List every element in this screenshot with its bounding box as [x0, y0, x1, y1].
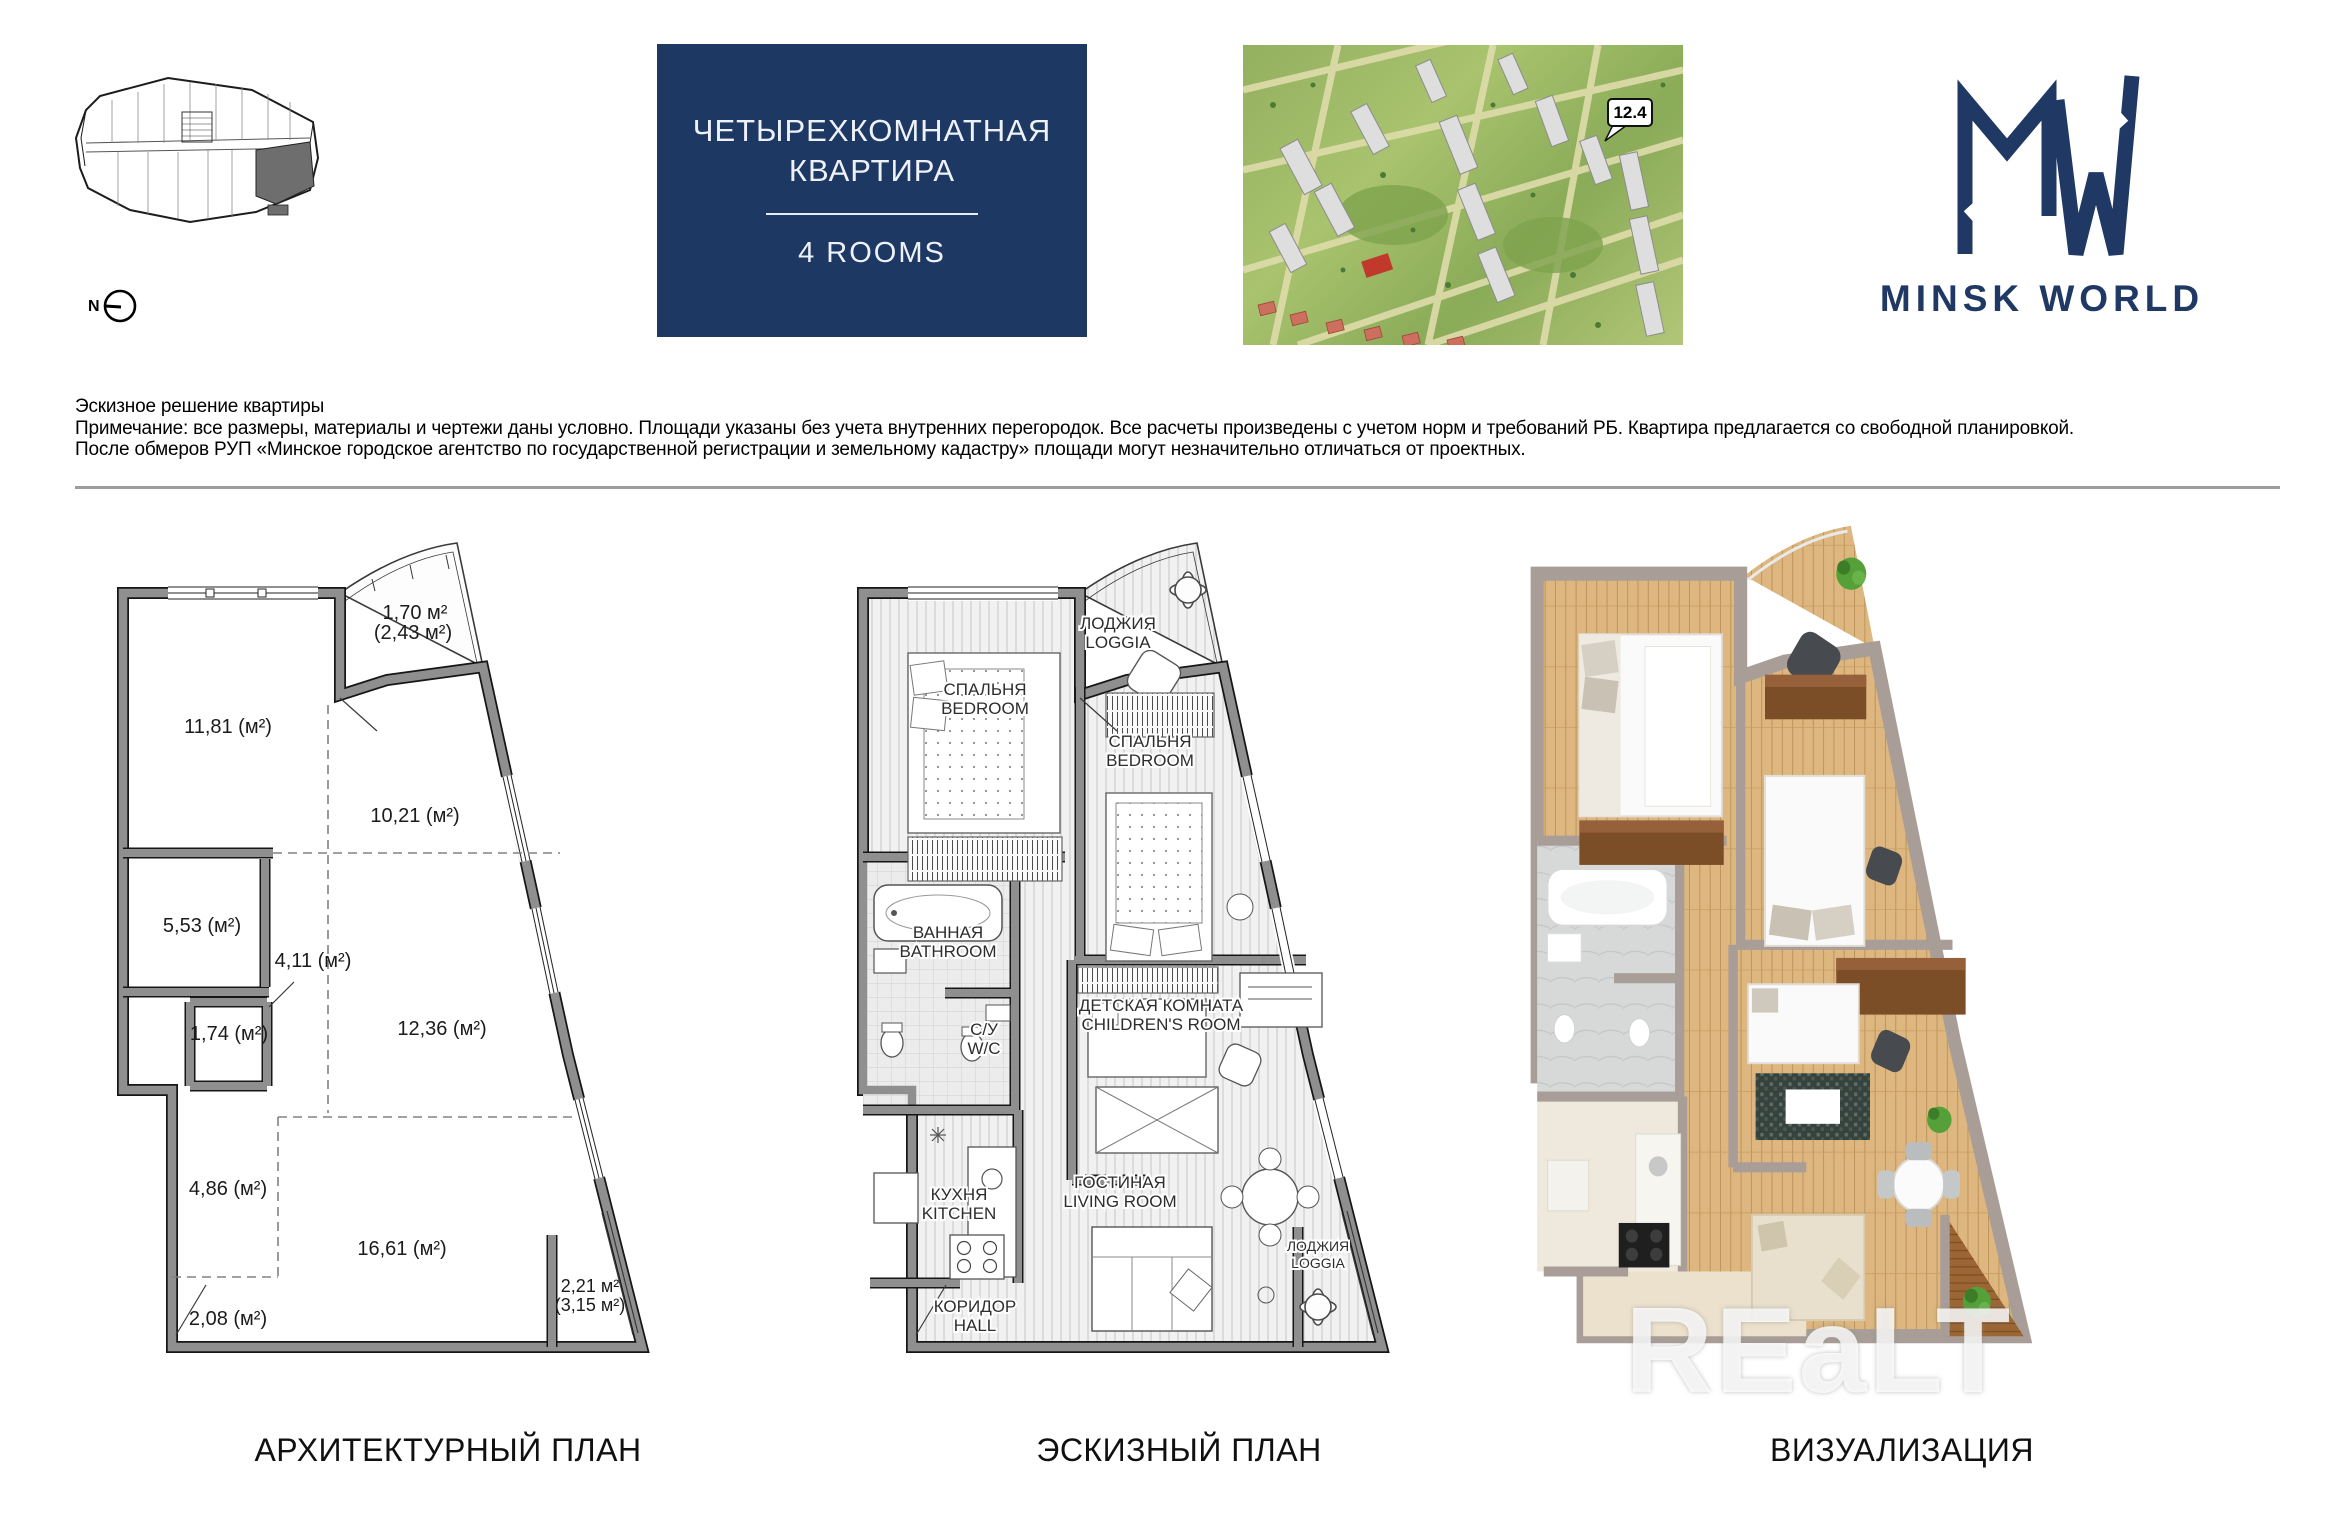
caption-architectural: АРХИТЕКТУРНЫЙ ПЛАН: [254, 1432, 642, 1468]
area-bedroom-right: 10,21 (м²): [370, 805, 460, 827]
room-hall-ru: КОРИДОР: [933, 1297, 1017, 1316]
room-bedroom-left-en: BEDROOM: [941, 699, 1029, 718]
disclaimer-line1: Эскизное решение квартиры: [75, 396, 325, 417]
area-loggia-top-2: (2,43 м²): [373, 622, 453, 644]
room-bedroom-left-ru: СПАЛЬНЯ: [943, 680, 1027, 699]
aerial-render: [1243, 45, 1683, 345]
brand-wordmark: MINSK WORLD: [1879, 278, 2205, 319]
apartment-title-card: [657, 44, 1087, 337]
room-hall-en: HALL: [953, 1316, 997, 1335]
north-compass-icon: [78, 280, 148, 332]
area-bedroom-left: 11,81 (м²): [184, 716, 272, 738]
plant-icon: [1927, 1107, 1951, 1133]
title-line2: КВАРТИРА: [788, 153, 956, 188]
room-loggia-top-en: LOGGIA: [1085, 633, 1151, 652]
caption-visualization: ВИЗУАЛИЗАЦИЯ: [1770, 1432, 2034, 1468]
room-living-en: LIVING ROOM: [1063, 1192, 1177, 1211]
visualization-render: [1525, 515, 2125, 1405]
area-bathroom: 5,53 (м²): [162, 915, 242, 937]
area-corridor: 4,11 (м²): [274, 950, 352, 972]
block-number-label: 12.4: [1613, 103, 1647, 122]
room-loggia-bottom-ru: ЛОДЖИЯ: [1286, 1238, 1350, 1254]
sketch-plan: [850, 535, 1490, 1415]
area-loggia-bottom-2: (3,15 м²): [554, 1295, 626, 1315]
room-kitchen-en: KITCHEN: [921, 1204, 997, 1223]
room-children-ru: ДЕТСКАЯ КОМНАТА: [1078, 996, 1244, 1015]
caption-sketch: ЭСКИЗНЫЙ ПЛАН: [1036, 1432, 1322, 1468]
area-hall: 2,08 (м²): [188, 1308, 268, 1330]
lamp-icon: [930, 1127, 946, 1143]
block-callout: [1605, 99, 1652, 141]
plant-icon: [1963, 1287, 1991, 1317]
title-divider: [766, 213, 978, 215]
title-line1: ЧЕТЫРЕХКОМНАТНАЯ: [692, 113, 1052, 148]
room-wc-en: W/C: [967, 1039, 1001, 1058]
disclaimer-line2: Примечание: все размеры, материалы и чертежи даны условно. Площади указаны без учета внутренних перегородок. Все расчеты произведены с учетом норм и требований РБ. Квартира предлагается со свободной планировкой.: [75, 417, 2075, 439]
room-living-ru: ГОСТИНАЯ: [1074, 1173, 1166, 1192]
area-wc: 1,74 (м²): [189, 1023, 269, 1045]
room-wc-ru: С/У: [970, 1020, 998, 1039]
room-children-en: CHILDREN'S ROOM: [1081, 1015, 1241, 1034]
area-loggia-bottom: 2,21 м²: [560, 1276, 620, 1296]
room-loggia-bottom-en: LOGGIA: [1291, 1255, 1345, 1271]
disclaimer-line3: После обмеров РУП «Минское городское агентство по государственной регистрации и земельному кадастру» площади могут незначительно отличаться от проектных.: [75, 439, 1526, 460]
minsk-world-logo-icon: [1945, 56, 2145, 268]
highlighted-unit: [256, 142, 314, 204]
disclaimer-block: [75, 396, 2290, 461]
room-bedroom-right-ru: СПАЛЬНЯ: [1108, 732, 1192, 751]
room-kitchen-ru: КУХНЯ: [930, 1185, 988, 1204]
section-divider: [75, 486, 2280, 489]
architectural-plan: [110, 535, 750, 1415]
room-bathroom-en: BATHROOM: [899, 942, 997, 961]
area-kitchen: 4,86 (м²): [188, 1178, 268, 1200]
room-bathroom-ru: ВАННАЯ: [912, 923, 984, 942]
plant-icon: [1836, 557, 1866, 589]
area-children: 12,36 (м²): [397, 1018, 487, 1040]
area-living: 16,61 (м²): [357, 1238, 447, 1260]
room-loggia-top-ru: ЛОДЖИЯ: [1080, 614, 1156, 633]
area-loggia-top: 1,70 м²: [382, 602, 448, 624]
realt-watermark: REaLT: [1625, 1282, 2013, 1418]
north-label: N: [88, 298, 100, 315]
title-subtitle: 4 ROOMS: [798, 237, 946, 269]
building-floor-minimap: [70, 40, 338, 238]
room-bedroom-right-en: BEDROOM: [1106, 751, 1194, 770]
